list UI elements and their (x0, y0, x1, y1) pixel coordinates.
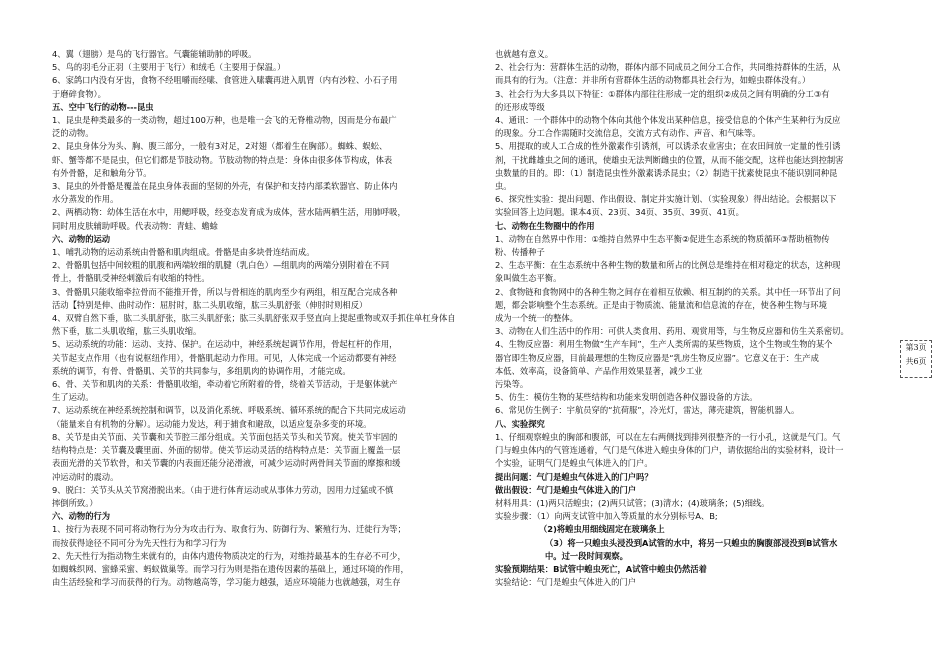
text-line: 如蜘蛛织网、蜜蜂采蜜、蚂蚁做巢等。而学习行为则是指在遗传因素的基础上，通过环境的作用， (52, 563, 409, 574)
text-line: 4、生物反应器：利用生物做“生产车间”，生产人类所需的某些物质，这个生物或生物的某个 (495, 339, 833, 350)
text-line: 然下垂，肱二头肌收缩，肱三头肌收缩。 (52, 326, 202, 337)
text-line: 实验回答上边问题。课本4页、23页、34页、35页、39页、41页。 (495, 207, 744, 218)
text-line: 5、鸟的羽毛分正羽（主要用于飞行）和绒毛（主要用于保温。） (52, 62, 286, 73)
text-line: 五、空中飞行的动物---昆虫 (52, 101, 154, 112)
text-line: 2、两栖动物：幼体生活在水中，用鳃呼吸，经变态发育成为成体，营水陆两栖生活，用肺呼吸， (52, 207, 406, 218)
left-column (52, 48, 470, 589)
text-line: 器官即生物反应器，目前最理想的生物反应器是“乳房生物反应器”。它意义在于：生产成 (495, 352, 819, 363)
text-line: 题，都会影响整个生态系统。正是由于物质流、能量流和信息流的存在，使各种生物与环境 (495, 299, 827, 310)
text-line: 系统的调节，有骨、骨骼肌、关节的共同参与，多组肌肉的协调作用，才能完成。 (52, 365, 351, 376)
text-line: （能量来自有机物的分解）。运动能力发达，利于捕食和避敌，以适应复杂多变的环境。 (52, 418, 372, 429)
text-line: 做出假设：气门是蝗虫气体进入的门户 (495, 484, 637, 495)
text-line: 4、翼（翅膀）是鸟的飞行器官。气囊能辅助肺的呼吸。 (52, 49, 257, 59)
text-line: 水分蒸发的作用。 (52, 194, 119, 205)
text-line: 而具有的行为。（注意：并非所有营群体生活的动物都具社会行为，如蝗虫群体没有。） (495, 75, 811, 86)
text-line: 6、家鸽口内没有牙齿，食物不经咀嚼而经嗉、食管进入嗉囊再进入肌胃（内有沙粒、小石子用 (52, 75, 398, 86)
text-line: 1、按行为表现不同可将动物行为分为攻击行为、取食行为、防御行为、繁殖行为、迁徙行为等； (52, 524, 406, 535)
text-line: 的现象。分工合作需随时交流信息，交流方式有动作、声音、和气味等。 (495, 128, 761, 139)
text-line: 8、关节是由关节面、关节囊和关节腔三部分组成。关节面包括关节头和关节窝。使关节牢固的 (52, 431, 398, 442)
text-line: 粉、传播种子 (495, 247, 545, 258)
text-line: 提出问题：气门是蝗虫气体进入的门户吗？ (495, 471, 653, 482)
text-line: 由生活经验和学习而获得的行为。动物越高等，学习能力越强，适应环境能力也就越强，对生存 (52, 577, 401, 588)
right-column (495, 48, 905, 589)
text-line: 七、动物在生物圈中的作用 (495, 220, 595, 231)
text-line: 虾、蟹等都不是昆虫，但它们都是节肢动物。节肢动物的特点是：身体由很多体节构成，体表 (52, 154, 393, 165)
text-line: 的还形成等级 (495, 101, 545, 112)
text-line: 2、社会行为：营群体生活的动物，群体内部不同成员之间分工合作，共同维持群体的生活，从 (495, 62, 841, 73)
text-line: 象叫做生态平衡。 (495, 273, 562, 284)
text-line: 关节起支点作用（也有说枢纽作用），骨骼肌起动力作用。可见，人体完成一个运动都要有神经 (52, 352, 397, 363)
text-line: 于磨碎食物）。 (52, 88, 106, 99)
text-line: 2、生态平衡：在生态系统中各种生物的数量和所占的比例总是维持在相对稳定的状态，这种现 (495, 260, 841, 271)
text-line: 六、动物的运动 (52, 233, 111, 244)
text-line: 5、用提取的或人工合成的性外激素作引诱剂，可以诱杀农业害虫；在农田间放一定量的性引诱 (495, 141, 841, 152)
text-line: 3、昆虫的外骨骼是覆盖在昆虫身体表面的坚韧的外壳，有保护和支持内部柔软器官、防止体内 (52, 181, 398, 192)
text-line: 2、先天性行为指动物生来就有的，由体内遗传物质决定的行为，对维持最基本的生存必不可少， (52, 550, 406, 561)
text-line: 实验结论：气门是蝗虫气体进入的门户 (495, 577, 637, 588)
text-line: 结构特点是：关节囊及囊里面、外面的韧带。使关节运动灵活的结构特点是：关节面上覆盖一层 (52, 445, 401, 456)
text-line: 6、常见仿生例子：宇航员穿的“抗荷服”，冷光灯，雷达，薄壳建筑，智能机器人。 (495, 405, 800, 416)
text-line: 2、昆虫身体分为头、胸、腹三部分，一般有3对足，2对翅（都着生在胸部）。蜘蛛、蜈蚣、 (52, 141, 388, 152)
text-line: 表面光滑的关节软骨，和关节囊的内表面还能分泌滑液，可减少运动时两骨间关节面的摩擦和缓 (52, 458, 401, 469)
text-line: 而按获得途径不同可分为先天性行为和学习行为 (52, 537, 227, 548)
text-line: 六、动物的行为 (52, 511, 111, 522)
text-line: 成为一个统一的整体。 (495, 313, 578, 324)
text-line: 6、骨、关节和肌肉的关系：骨骼肌收缩，牵动着它所附着的骨，绕着关节活动，于是躯体就产 (52, 379, 398, 390)
text-line: 4、双臂自然下垂，肱二头肌舒张，肱三头肌舒张；肱三头肌舒张双手竖直向上提起重物或双手抓住单杠身体自 (52, 313, 456, 324)
text-line: 4、通讯：一个群体中的动物个体向其他个体发出某种信息，接受信息的个体产生某种行为反应 (495, 115, 841, 126)
page-current: 第3页 (905, 343, 927, 352)
text-line: 冲运动时的震动。 (52, 471, 119, 482)
text-line: 材料用具：(1)两只活蝗虫；(2)两只试管；(3)清水；(4)玻璃条；(5)细线。 (495, 497, 770, 508)
page-number-box (900, 340, 932, 378)
text-line: 1、动物在自然界中作用：①维持自然界中生态平衡②促进生态系统的物质循环③帮助植物传 (495, 233, 830, 244)
text-line: 也就越有意义。 (495, 49, 554, 59)
text-line: （2)将蝗虫用细线固定在玻璃条上 (539, 524, 665, 535)
text-line: 6、探究性实验：提出问题、作出假设、制定并实施计划、（实验现象）得出结论。会根据以下 (495, 194, 837, 205)
text-line: 7、运动系统在神经系统控制和调节，以及消化系统、呼吸系统、循环系统的配合下共同完成运动 (52, 405, 406, 416)
text-line: 5、仿生：模仿生物的某些结构和功能来发明创造各种仪器设备的方法。 (495, 392, 758, 403)
text-line: 实验步骤：（1）向两支试管中加入等质量的水分别标号A、B; (495, 511, 718, 522)
text-line: 1、仔细观察蝗虫的胸部和腹部，可以在左右两侧找到排列很整齐的一行小孔，这就是气门。气 (495, 431, 841, 442)
text-line: 1、哺乳动物的运动系统由骨骼和肌肉组成。骨骼是由多块骨连结而成。 (52, 247, 315, 258)
text-line: 门与蝗虫体内的气管连通着，气门是气体进入蝗虫身体的门户，请依据给出的实验材料，设计一 (495, 445, 844, 456)
text-line: 虫数量的目的。即：（1）制造昆虫性外激素诱杀昆虫；（2）制造干扰素使昆虫不能识别同种昆 (495, 167, 838, 178)
text-line: 9、脱臼：关节头从关节窝滑脱出来。（由于进行体育运动或从事体力劳动，因用力过猛或不慎 (52, 484, 394, 495)
text-line: 2、骨骼肌包括中间较粗的肌腹和两端较细的肌腱（乳白色）—组肌肉的两端分别附着在不同 (52, 260, 390, 271)
text-line: 八、实验探究 (495, 418, 545, 429)
text-line: 生了运动。 (52, 392, 94, 403)
text-line: 活动【特别是伸、曲时动作：屈肘时，肱二头肌收缩，肱三头肌舒张（伸肘时则相反） (52, 299, 368, 310)
text-line: 泛的动物。 (52, 128, 94, 139)
text-line: 有外骨骼，足和触角分节。 (52, 167, 152, 178)
text-line: 2、食物链和食物网中的各种生物之间存在着相互依赖、相互制约的关系。其中任一环节出了问 (495, 286, 841, 297)
text-line: 本低、效率高，设备简单、产品作用效果显著，减少工业 (495, 365, 703, 376)
text-line: 虫。 (495, 181, 512, 192)
text-line: 3、社会行为大多具以下特征：①群体内部往往形成一定的组织②成员之间有明确的分工③有 (495, 88, 830, 99)
text-line: 剂，干扰雌雄虫之间的通讯，使雄虫无法判断雌虫的位置，从而不能交配，这样也能达到控制害 (495, 154, 844, 165)
text-line: 同时用皮肤辅助呼吸。代表动物：青蛙、蟾蜍 (52, 220, 218, 231)
text-line: 3、骨骼肌只能收缩牵拉骨而不能推开骨，所以与骨相连的肌肉至少有两组，相互配合完成各种 (52, 286, 398, 297)
page-total: 共6页 (905, 357, 927, 366)
text-line: 个实验，证明气门是蝗虫气体进入的门户。 (495, 458, 653, 469)
text-line: 污染等。 (495, 379, 529, 390)
text-line: 骨上，骨骼肌受神经刺激后有收缩的特性。 (52, 273, 210, 284)
text-line: （3）将一只蝗虫头浸没到A试管的水中，将另一只蝗虫的胸腹部浸没到B试管水 (545, 537, 838, 548)
text-line: 3、动物在人们生活中的作用：可供人类食用、药用、观赏用等，与生物反应器和仿生关系密切。 (495, 326, 849, 337)
text-line: 1、昆虫是种类最多的一类动物，超过100万种，也是唯一会飞的无脊椎动物，因而是分布最广 (52, 115, 397, 126)
text-line: 实验预期结果：B试管中蝗虫死亡，A试管中蝗虫仍然活着 (495, 563, 707, 574)
text-line: 摔倒所致。） (52, 497, 98, 508)
text-line: 中。过一段时间观察。 (545, 550, 628, 561)
text-line: 5、运动系统的功能：运动、支持、保护。在运动中，神经系统起调节作用，骨起杠杆的作用， (52, 339, 398, 350)
